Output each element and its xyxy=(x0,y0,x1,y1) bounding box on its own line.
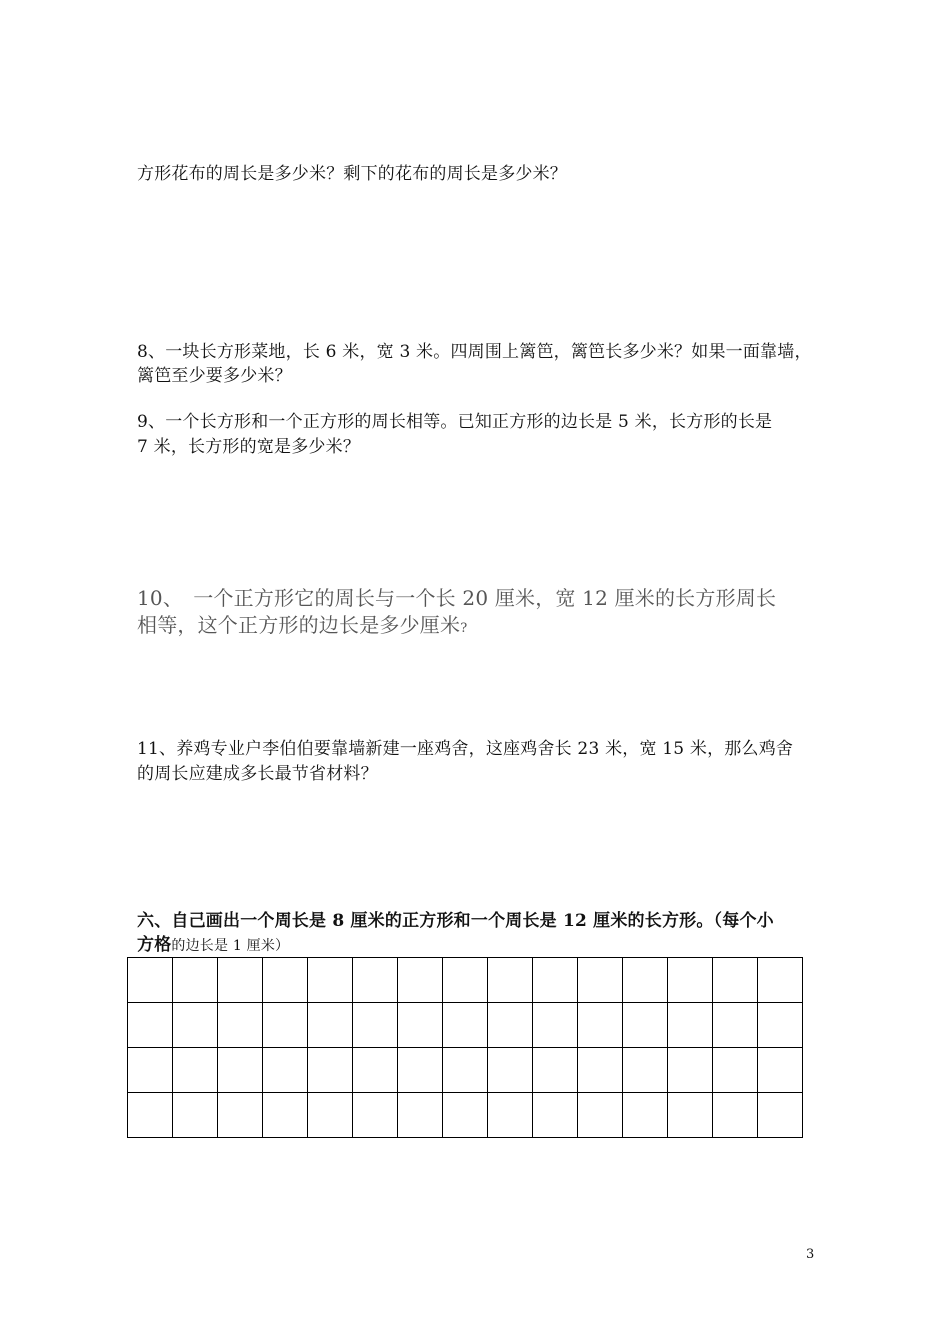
grid-cell[interactable] xyxy=(443,1003,488,1048)
grid-cell[interactable] xyxy=(128,1093,173,1138)
grid-cell[interactable] xyxy=(308,1003,353,1048)
section-6-line-2 xyxy=(137,933,289,958)
grid-cell[interactable] xyxy=(218,1048,263,1093)
grid-cell[interactable] xyxy=(758,1003,803,1048)
section-6-line-2-bold: 方格 xyxy=(137,935,172,955)
grid-cell[interactable] xyxy=(128,1003,173,1048)
grid-cell[interactable] xyxy=(488,958,533,1003)
grid-cell[interactable] xyxy=(623,1048,668,1093)
grid-cell[interactable] xyxy=(218,1093,263,1138)
grid-cell[interactable] xyxy=(533,1048,578,1093)
grid-cell[interactable] xyxy=(173,1003,218,1048)
grid-cell[interactable] xyxy=(668,1093,713,1138)
grid-row xyxy=(128,958,803,1003)
grid-cell[interactable] xyxy=(173,1093,218,1138)
grid-cell[interactable] xyxy=(623,1003,668,1048)
grid-cell[interactable] xyxy=(488,1093,533,1138)
grid-cell[interactable] xyxy=(263,1093,308,1138)
grid-cell[interactable] xyxy=(758,1093,803,1138)
grid-cell[interactable] xyxy=(623,958,668,1003)
problem-9-line-1: 9、一个长方形和一个正方形的周长相等。已知正方形的边长是 5 米，长方形的长是 xyxy=(137,412,773,432)
grid-cell[interactable] xyxy=(398,958,443,1003)
grid-cell[interactable] xyxy=(758,1048,803,1093)
grid-cell[interactable] xyxy=(353,958,398,1003)
grid-cell[interactable] xyxy=(173,958,218,1003)
grid-cell[interactable] xyxy=(443,1093,488,1138)
grid-cell[interactable] xyxy=(218,958,263,1003)
problem-10-question-mark: ? xyxy=(460,621,468,636)
grid-row xyxy=(128,1093,803,1138)
grid-cell[interactable] xyxy=(488,1003,533,1048)
grid-cell[interactable] xyxy=(173,1048,218,1093)
grid-cell[interactable] xyxy=(353,1003,398,1048)
problem-9-line-2: 7 米，长方形的宽是多少米？ xyxy=(137,437,361,457)
grid-cell[interactable] xyxy=(218,1003,263,1048)
grid-cell[interactable] xyxy=(578,958,623,1003)
grid-cell[interactable] xyxy=(308,958,353,1003)
grid-cell[interactable] xyxy=(533,1093,578,1138)
grid-cell[interactable] xyxy=(758,958,803,1003)
grid-cell[interactable] xyxy=(128,1048,173,1093)
problem-8-line-2: 篱笆至少要多少米？ xyxy=(137,366,292,386)
grid-cell[interactable] xyxy=(668,958,713,1003)
grid-row xyxy=(128,1003,803,1048)
grid-cell[interactable] xyxy=(398,1003,443,1048)
grid-cell[interactable] xyxy=(623,1093,668,1138)
problem-8-line-1: 8、一块长方形菜地，长 6 米，宽 3 米。四周围上篱笆，篱笆长多少米？如果一面靠墙， xyxy=(137,342,812,362)
problem-7-continuation: 方形花布的周长是多少米？剩下的花布的周长是多少米？ xyxy=(137,164,567,184)
grid-cell[interactable] xyxy=(578,1048,623,1093)
grid-cell[interactable] xyxy=(398,1093,443,1138)
grid-cell[interactable] xyxy=(578,1003,623,1048)
grid-cell[interactable] xyxy=(713,1093,758,1138)
grid-cell[interactable] xyxy=(443,1048,488,1093)
grid-cell[interactable] xyxy=(533,1003,578,1048)
grid-cell[interactable] xyxy=(713,958,758,1003)
problem-11-line-1: 11、养鸡专业户李伯伯要靠墙新建一座鸡舍，这座鸡舍长 23 米，宽 15 米，那么鸡舍 xyxy=(137,739,794,759)
grid-row xyxy=(128,1048,803,1093)
grid-cell[interactable] xyxy=(713,1003,758,1048)
grid-cell[interactable] xyxy=(668,1048,713,1093)
problem-10-line-2-text: 相等，这个正方形的边长是多少厘米 xyxy=(137,613,461,637)
grid-cell[interactable] xyxy=(263,1048,308,1093)
problem-10-line-2 xyxy=(137,611,467,643)
grid-cell[interactable] xyxy=(128,958,173,1003)
problem-11-line-2: 的周长应建成多长最节省材料？ xyxy=(137,764,378,784)
section-6-line-2-rest: 的边长是 1 厘米） xyxy=(171,938,290,954)
grid-cell[interactable] xyxy=(353,1048,398,1093)
drawing-grid-body xyxy=(128,958,803,1138)
grid-cell[interactable] xyxy=(308,1048,353,1093)
page-number: 3 xyxy=(806,1247,815,1262)
grid-cell[interactable] xyxy=(533,958,578,1003)
grid-cell[interactable] xyxy=(713,1048,758,1093)
problem-10-line-1: 10、 一个正方形它的周长与一个长 20 厘米，宽 12 厘米的长方形周长 xyxy=(137,586,777,610)
grid-cell[interactable] xyxy=(263,958,308,1003)
grid-cell[interactable] xyxy=(398,1048,443,1093)
grid-cell[interactable] xyxy=(488,1048,533,1093)
grid-cell[interactable] xyxy=(578,1093,623,1138)
grid-cell[interactable] xyxy=(353,1093,398,1138)
grid-cell[interactable] xyxy=(443,958,488,1003)
drawing-grid[interactable] xyxy=(127,957,803,1138)
grid-cell[interactable] xyxy=(308,1093,353,1138)
section-6-line-1: 六、自己画出一个周长是 8 厘米的正方形和一个周长是 12 厘米的长方形。（每个小 xyxy=(137,911,774,931)
grid-cell[interactable] xyxy=(668,1003,713,1048)
grid-cell[interactable] xyxy=(263,1003,308,1048)
